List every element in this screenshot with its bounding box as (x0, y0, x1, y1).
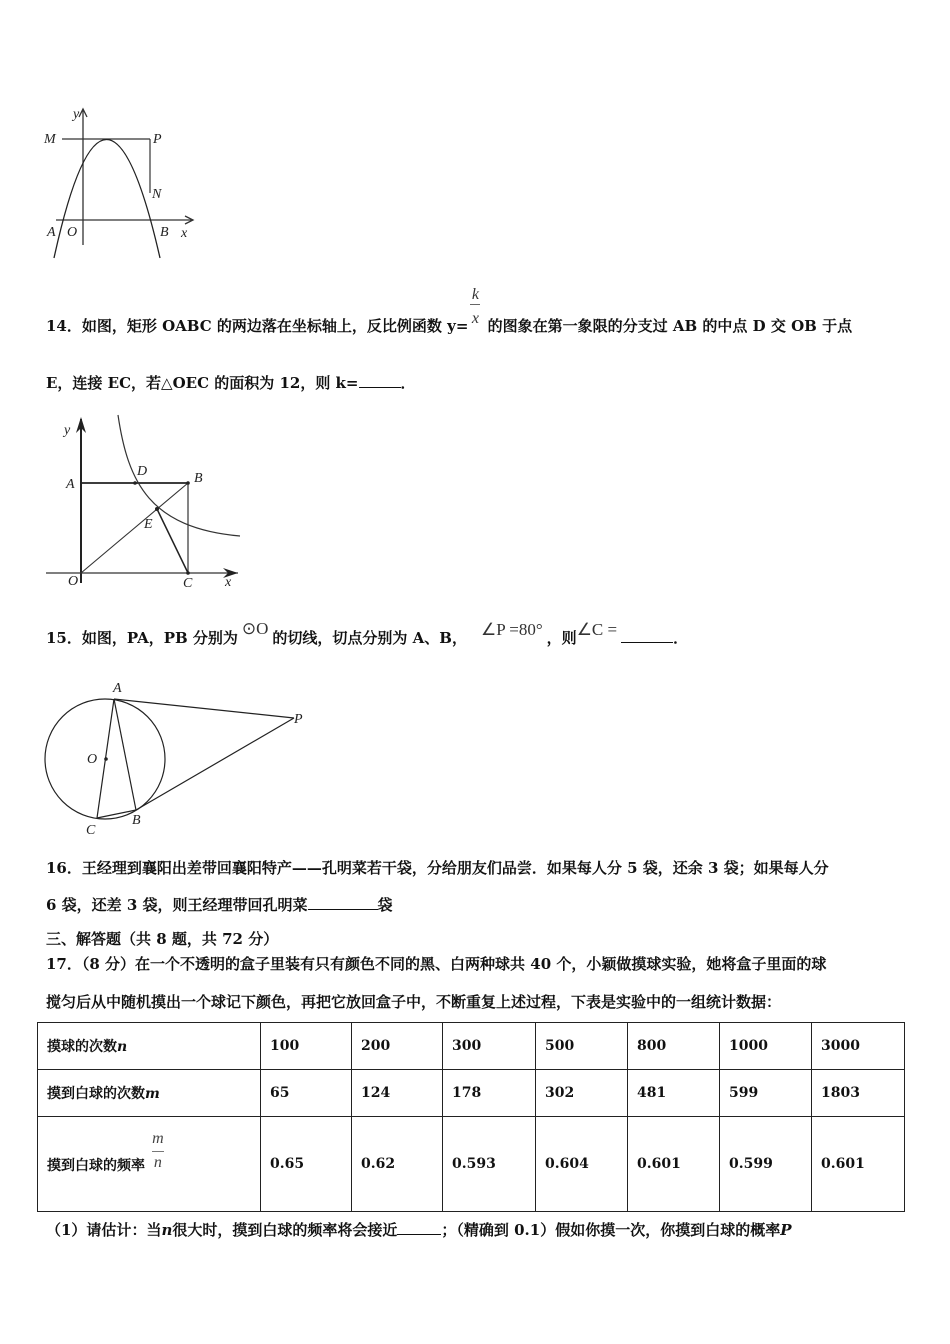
q17-sub1-text-2: 很大时，摸到白球的频率将会接近 (172, 1221, 398, 1239)
q16-text-2: 袋 (377, 896, 393, 914)
table-cell: 302 (536, 1070, 628, 1117)
table-cell: 178 (443, 1070, 536, 1117)
table-cell: 3000 (812, 1023, 905, 1070)
table-cell: 300 (443, 1023, 536, 1070)
label-n: N (152, 187, 162, 202)
q16-answer-blank[interactable] (308, 895, 378, 910)
q15-line (46, 619, 689, 648)
label-b: B (194, 471, 203, 486)
label-o: O (67, 225, 78, 240)
label-e: E (144, 517, 153, 532)
table-cell: 200 (352, 1023, 443, 1070)
table-cell: 100 (261, 1023, 352, 1070)
table-cell: 0.601 (628, 1117, 720, 1212)
table-cell: 599 (720, 1070, 812, 1117)
label-b: B (132, 813, 141, 828)
q14-number: 14． (46, 317, 82, 335)
angle-p-value: ∠P =80° (480, 620, 543, 639)
q16-text-1: 6 袋，还差 3 袋，则王经理带回孔明菜 (46, 896, 308, 914)
label-p: P (153, 132, 162, 147)
label-a: A (47, 225, 56, 240)
circle-o-symbol: ⊙O (241, 619, 269, 638)
q17-line2: 搅匀后从中随机摸出一个球记下颜色，再把它放回盒子中，不断重复上述过程，下表是实验中的一组统计数据： (46, 993, 782, 1011)
angle-c-symbol: ∠C = (576, 620, 618, 639)
table-cell: 0.599 (720, 1117, 812, 1212)
circle-tangent-figure (40, 676, 315, 841)
table-cell: 800 (628, 1023, 720, 1070)
q17-answer-blank[interactable] (397, 1220, 441, 1235)
label-a: A (66, 477, 75, 492)
q14-text-1: 如图，矩形 OABC 的两边落在坐标轴上，反比例函数 y= (81, 317, 469, 335)
q14-line1 (46, 286, 853, 336)
m-over-n-fraction: $\frac{m}{n}$ (152, 1129, 164, 1171)
q15-text-1: 如图，PA，PB 分别为 (81, 629, 238, 647)
table-row-frequency (38, 1117, 905, 1212)
table-cell: 0.604 (536, 1117, 628, 1212)
q14-period: ． (400, 374, 416, 392)
rectangle-hyperbola-figure (40, 413, 245, 593)
parabola-figure (38, 103, 198, 263)
table-cell: 124 (352, 1070, 443, 1117)
table-row-n (38, 1023, 905, 1070)
q15-number: 15． (46, 629, 82, 647)
label-b: B (160, 225, 169, 240)
q17-sub1 (46, 1220, 791, 1240)
table-cell: 1803 (812, 1070, 905, 1117)
q14-text-3: E，连接 EC，若△OEC 的面积为 12，则 k= (46, 374, 359, 392)
table-cell: 0.601 (812, 1117, 905, 1212)
q15-answer-blank[interactable] (621, 628, 673, 643)
label-x: x (181, 226, 188, 241)
q17-line1: 17．（8 分）在一个不透明的盒子里装有只有颜色不同的黑、白两种球共 40 个，小颖做摸球实验，她将盒子里面的球 (46, 955, 827, 973)
label-c: C (86, 823, 96, 838)
row-label-n: 摸球的次数n (38, 1023, 261, 1070)
q14-line2 (46, 373, 416, 393)
label-o: O (87, 752, 98, 767)
table-cell: 481 (628, 1070, 720, 1117)
label-m: M (44, 132, 56, 147)
q17-sub1-text-3: ；（精确到 0.1）假如你摸一次，你摸到白球的概率 (441, 1221, 781, 1239)
q16-line2 (46, 895, 393, 915)
label-p: P (294, 712, 303, 727)
label-y: y (64, 423, 71, 438)
q14-answer-blank[interactable] (359, 373, 401, 388)
row-label-m: 摸到白球的次数m (38, 1070, 261, 1117)
table-cell: 0.62 (352, 1117, 443, 1212)
label-a: A (113, 681, 122, 696)
q14-text-2: 的图象在第一象限的分支过 AB 的中点 D 交 OB 于点 (487, 317, 853, 335)
table-cell: 0.593 (443, 1117, 536, 1212)
label-x: x (225, 575, 232, 590)
label-d: D (137, 464, 148, 479)
q16-line1: 16．王经理到襄阳出差带回襄阳特产——孔明菜若干袋，分给朋友们品尝．如果每人分 5 袋，还余 3 袋；如果每人分 (46, 859, 829, 877)
label-y: y (73, 107, 80, 122)
row-label-frequency: 摸到白球的频率 $\frac{m}{n}$ (38, 1117, 261, 1212)
table-cell: 500 (536, 1023, 628, 1070)
table-row-m (38, 1070, 905, 1117)
var-n: n (161, 1221, 173, 1239)
q15-text-3: ，则 (546, 629, 577, 647)
q17-sub1-text-1: （1）请估计：当 (46, 1221, 162, 1239)
table-cell: 65 (261, 1070, 352, 1117)
section-heading: 三、解答题（共 8 题，共 72 分） (46, 930, 279, 948)
q15-text-2: 的切线，切点分别为 A、B， (272, 629, 467, 647)
q15-period: ． (673, 629, 689, 647)
table-cell: 1000 (720, 1023, 812, 1070)
var-p: P (780, 1221, 792, 1239)
table-cell: 0.65 (261, 1117, 352, 1212)
label-c: C (183, 576, 193, 591)
k-over-x-fraction: $\frac{k}{x}$ (471, 286, 479, 327)
label-o: O (68, 574, 79, 589)
experiment-table (37, 1022, 905, 1212)
